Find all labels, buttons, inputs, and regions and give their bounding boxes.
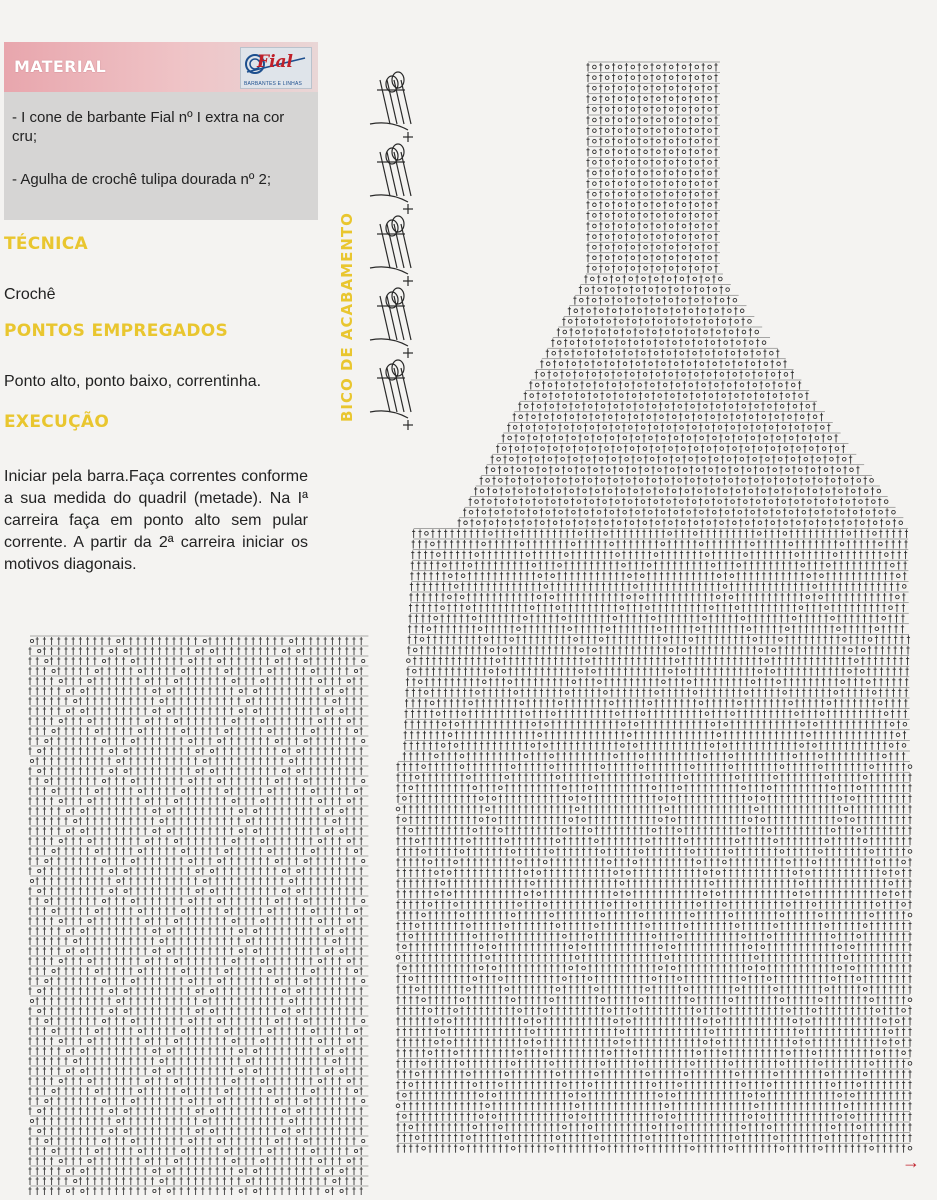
- chart-row: [396, 804, 911, 814]
- chart-row: [406, 677, 909, 687]
- chart-row: [573, 295, 738, 305]
- chart-row: [404, 719, 910, 729]
- tecnica-text: Crochê: [4, 286, 56, 303]
- chart-row: [396, 1143, 911, 1153]
- chart-row: [586, 232, 720, 242]
- chart-row: [491, 454, 857, 464]
- chart-row: [411, 550, 908, 560]
- chart-row: [586, 210, 720, 220]
- chart-row: [396, 963, 911, 973]
- chart-row: [396, 1101, 911, 1111]
- chart-row: [396, 889, 911, 899]
- chart-row: [502, 433, 841, 443]
- chart-row: [412, 528, 908, 538]
- logo-name: Fial: [257, 52, 294, 72]
- chart-row: [409, 613, 909, 623]
- chart-row: [551, 338, 770, 348]
- bico-label: BICO DE ACABAMENTO: [338, 212, 356, 422]
- chart-row: [396, 868, 911, 878]
- chart-row: [411, 560, 909, 570]
- arrow-right-icon: →: [902, 1152, 920, 1172]
- chart-row: [586, 242, 720, 252]
- chart-row: [403, 751, 910, 761]
- chart-row: [403, 740, 910, 750]
- chart-row: [586, 189, 720, 199]
- chart-row: [396, 1027, 911, 1037]
- chart-row: [396, 857, 911, 867]
- chart-row: [409, 592, 908, 602]
- tecnica-title: TÉCNICA: [4, 234, 88, 254]
- chart-row: [396, 942, 911, 952]
- chart-row: [518, 401, 817, 411]
- chart-row: [586, 83, 720, 93]
- chart-row: [524, 391, 810, 401]
- chart-row: [396, 1111, 911, 1121]
- chart-row: [496, 444, 848, 454]
- chart-row: [463, 507, 895, 517]
- chart-row: [586, 157, 720, 167]
- material-item: - I cone de barbante Fial nº I extra na cor cru;: [12, 109, 285, 145]
- chart-row: [396, 1069, 911, 1079]
- chart-row: [586, 147, 720, 157]
- chart-row: [458, 518, 904, 528]
- pontos-title: PONTOS EMPREGADOS: [4, 321, 229, 341]
- chart-row: [396, 974, 911, 984]
- chart-row: [396, 1133, 911, 1143]
- chart-row: [396, 984, 911, 994]
- chart-row: [540, 359, 786, 369]
- chart-row: [396, 825, 911, 835]
- chart-row: [396, 952, 911, 962]
- chart-row: [396, 899, 911, 909]
- chart-row: [396, 931, 911, 941]
- pontos-text: Ponto alto, ponto baixo, correntinha.: [4, 373, 262, 390]
- chart-row: [404, 730, 910, 740]
- chart-row: [586, 115, 720, 125]
- chart-row: [405, 698, 910, 708]
- chart-row: [407, 656, 910, 666]
- chart-row: [410, 571, 908, 581]
- execucao-title: EXECUÇÃO: [4, 412, 110, 432]
- chart-row: [396, 1122, 911, 1132]
- chart-row: [396, 772, 911, 782]
- chart-row: [396, 783, 911, 793]
- material-item: - Agulha de crochê tulipa dourada nº 2;: [12, 171, 271, 188]
- chart-row: [529, 380, 801, 390]
- chart-row: [507, 422, 833, 432]
- chart-row: [579, 285, 731, 295]
- chart-row: [396, 1058, 911, 1068]
- chart-row: [586, 126, 720, 136]
- chart-row: [469, 497, 888, 507]
- chart-row: [586, 62, 720, 72]
- chart-row: [396, 878, 911, 888]
- chart-row: [480, 475, 874, 485]
- chart-row: [568, 306, 747, 316]
- chart-row: [396, 1005, 911, 1015]
- chart-row: [396, 1080, 911, 1090]
- chart-row: [474, 486, 881, 496]
- chart-row: [410, 581, 909, 591]
- chart-row: [396, 995, 911, 1005]
- chart-row: [586, 104, 720, 114]
- execucao-text: Iniciar pela barra.Faça correntes conforme a sua medida do quadril (metade). Na Iª carreira faça em ponto alto sem pular corrente. A partir da 2ª carreira iniciar os motivos diagonais.: [4, 468, 308, 573]
- chart-row: [586, 94, 720, 104]
- chart-row: [396, 846, 911, 856]
- chart-row: [396, 815, 911, 825]
- logo-subtitle: BARBANTES E LINHAS: [244, 81, 303, 87]
- chart-row: [586, 253, 720, 262]
- chart-row: [586, 200, 720, 210]
- chart-row: [586, 263, 720, 273]
- chart-row: [406, 666, 909, 676]
- chart-row: [408, 624, 909, 634]
- chart-row: [396, 921, 911, 931]
- chart-row: [412, 539, 909, 549]
- chart-row: [405, 687, 909, 697]
- chart-row: [396, 1016, 911, 1026]
- chart-row: [562, 316, 754, 326]
- chart-row: [396, 910, 911, 920]
- chart-row: [407, 645, 909, 655]
- chart-row: [396, 1037, 911, 1047]
- chart-row: [586, 179, 720, 189]
- chart-row: [396, 1090, 911, 1100]
- chart-row: [396, 1048, 911, 1058]
- chart-row: [586, 73, 720, 83]
- chart-row: [396, 836, 911, 846]
- chart-row: [586, 221, 720, 231]
- chart-row: [408, 634, 910, 644]
- chart-row: [584, 274, 723, 284]
- chart-row: [409, 603, 909, 613]
- material-title: MATERIAL: [14, 57, 107, 76]
- chart-row: [485, 465, 864, 475]
- chart-row: [396, 762, 911, 772]
- chart-row: [535, 369, 794, 379]
- chart-row: [405, 709, 910, 719]
- chart-row: [586, 136, 720, 146]
- chart-row: [586, 168, 720, 178]
- chart-row: [557, 327, 762, 337]
- chart-row: [513, 412, 825, 422]
- chart-row: [396, 793, 911, 803]
- chart-row: [546, 348, 780, 358]
